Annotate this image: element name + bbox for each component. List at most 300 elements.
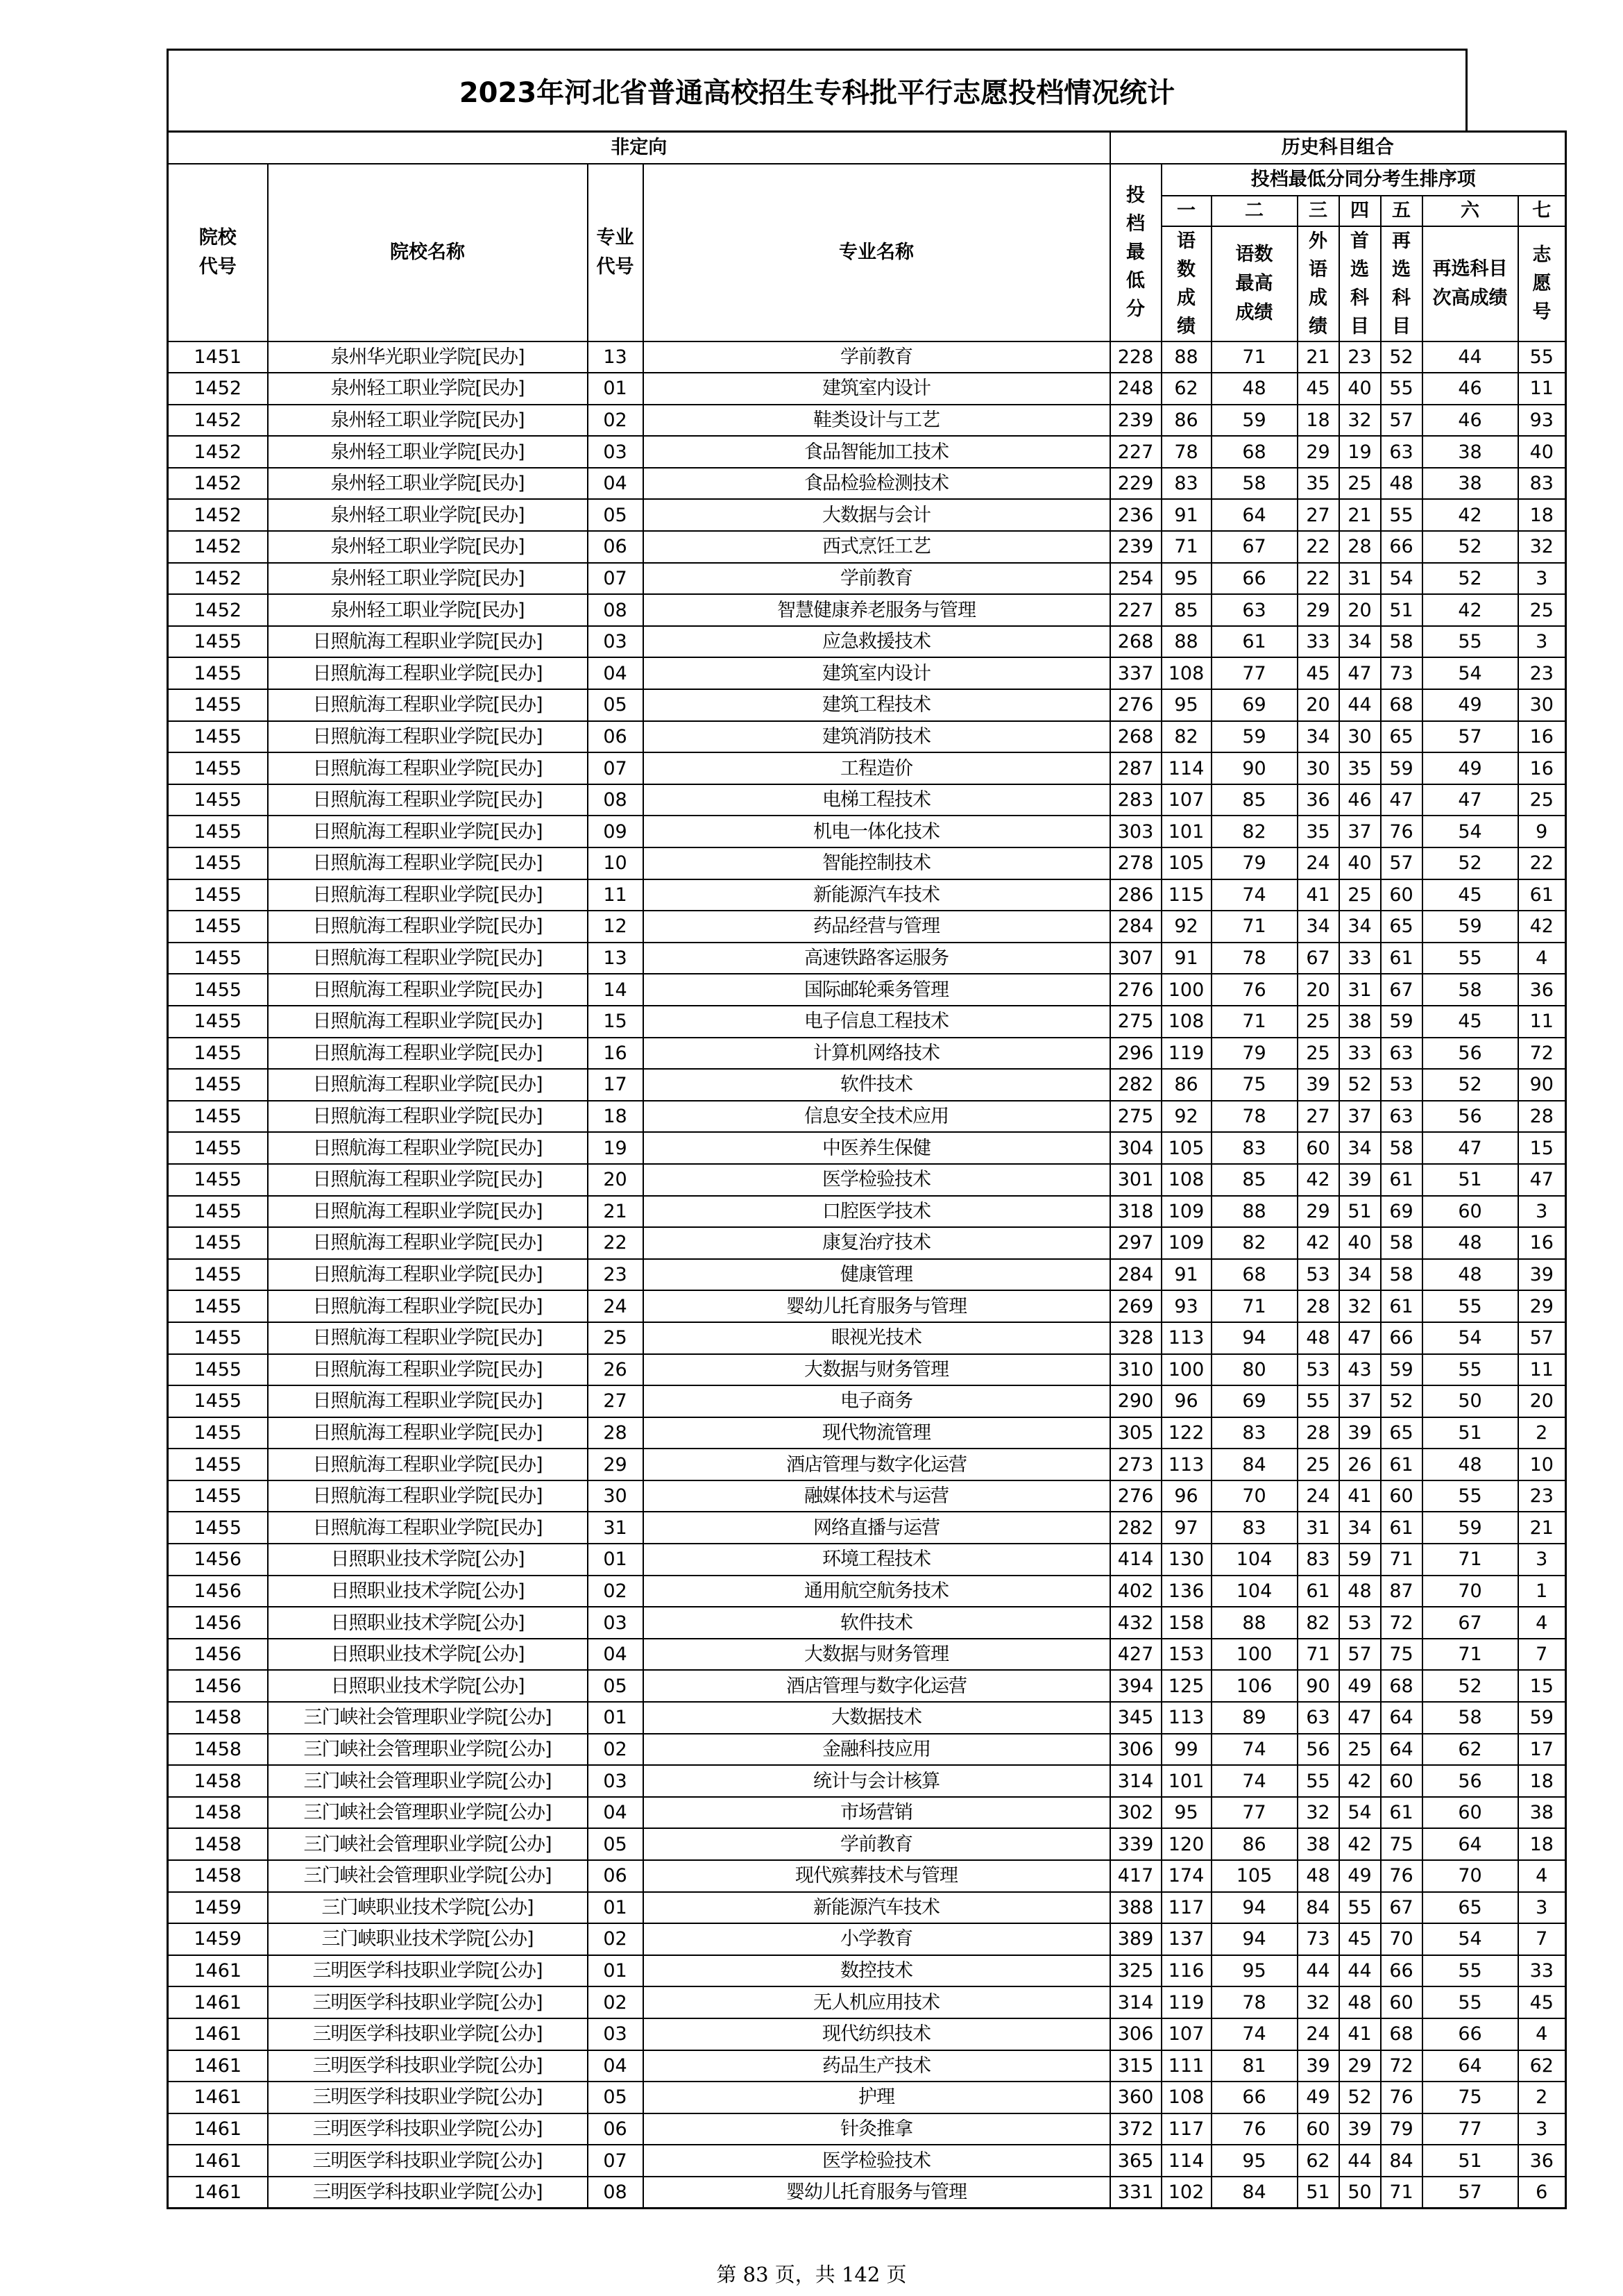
cell-school-code: 1455 xyxy=(168,1354,268,1386)
cell-school-code: 1452 xyxy=(168,373,268,405)
cell-school-code: 1461 xyxy=(168,2050,268,2082)
cell-school-name: 日照航海工程职业学院[民办] xyxy=(268,1417,588,1449)
cell-min-score: 276 xyxy=(1110,689,1162,721)
cell-score-second-subject: 66 xyxy=(1381,1955,1422,1987)
cell-score-yushu: 125 xyxy=(1162,1670,1212,1702)
header-rank-7: 七 xyxy=(1518,196,1566,226)
cell-score-second-subject-2nd: 57 xyxy=(1422,2177,1518,2209)
cell-wish-number: 72 xyxy=(1518,1038,1566,1070)
cell-score-foreign: 28 xyxy=(1298,1290,1339,1322)
cell-school-name: 日照航海工程职业学院[民办] xyxy=(268,1227,588,1259)
cell-wish-number: 23 xyxy=(1518,657,1566,689)
table-row xyxy=(168,1227,1566,1259)
cell-wish-number: 90 xyxy=(1518,1069,1566,1101)
cell-major-code: 17 xyxy=(588,1069,643,1101)
cell-min-score: 248 xyxy=(1110,373,1162,405)
cell-major-code: 08 xyxy=(588,784,643,816)
cell-score-foreign: 71 xyxy=(1298,1639,1339,1671)
cell-score-second-subject-2nd: 54 xyxy=(1422,657,1518,689)
cell-score-first-subject: 28 xyxy=(1339,531,1381,563)
table-row xyxy=(168,1639,1566,1671)
cell-score-foreign: 27 xyxy=(1298,1101,1339,1133)
header-sub-1: 语数成绩 xyxy=(1162,226,1212,341)
cell-school-code: 1458 xyxy=(168,1797,268,1829)
cell-school-name: 日照职业技术学院[公办] xyxy=(268,1544,588,1576)
cell-score-yushu-max: 86 xyxy=(1212,1828,1298,1860)
cell-school-name: 日照航海工程职业学院[民办] xyxy=(268,974,588,1006)
table-row xyxy=(168,373,1566,405)
cell-score-yushu-max: 81 xyxy=(1212,2050,1298,2082)
cell-score-yushu-max: 88 xyxy=(1212,1607,1298,1639)
cell-score-first-subject: 42 xyxy=(1339,1828,1381,1860)
cell-school-name: 日照航海工程职业学院[民办] xyxy=(268,1132,588,1164)
cell-score-first-subject: 34 xyxy=(1339,1512,1381,1544)
cell-wish-number: 33 xyxy=(1518,1955,1566,1987)
cell-min-score: 239 xyxy=(1110,405,1162,437)
cell-school-code: 1455 xyxy=(168,1069,268,1101)
cell-wish-number: 3 xyxy=(1518,563,1566,595)
cell-school-code: 1461 xyxy=(168,2177,268,2209)
cell-score-first-subject: 48 xyxy=(1339,1576,1381,1607)
table-row xyxy=(168,2113,1566,2145)
cell-score-yushu-max: 68 xyxy=(1212,1259,1298,1291)
cell-school-name: 三明医学科技职业学院[公办] xyxy=(268,2177,588,2209)
cell-school-name: 日照航海工程职业学院[民办] xyxy=(268,847,588,879)
cell-score-foreign: 36 xyxy=(1298,784,1339,816)
cell-score-yushu-max: 89 xyxy=(1212,1702,1298,1734)
cell-score-yushu-max: 58 xyxy=(1212,468,1298,500)
cell-score-foreign: 22 xyxy=(1298,563,1339,595)
table-row xyxy=(168,594,1566,626)
cell-major-code: 24 xyxy=(588,1290,643,1322)
cell-wish-number: 10 xyxy=(1518,1449,1566,1480)
table-row xyxy=(168,847,1566,879)
cell-score-second-subject: 73 xyxy=(1381,657,1422,689)
cell-min-score: 282 xyxy=(1110,1069,1162,1101)
header-sub-7: 志愿号 xyxy=(1518,226,1566,341)
cell-score-yushu: 92 xyxy=(1162,1101,1212,1133)
cell-major-code: 02 xyxy=(588,405,643,437)
table-row xyxy=(168,1828,1566,1860)
cell-score-second-subject-2nd: 46 xyxy=(1422,405,1518,437)
cell-school-name: 日照航海工程职业学院[民办] xyxy=(268,1385,588,1417)
cell-score-first-subject: 53 xyxy=(1339,1607,1381,1639)
cell-major-name: 高速铁路客运服务 xyxy=(643,943,1110,974)
cell-school-code: 1452 xyxy=(168,594,268,626)
cell-wish-number: 25 xyxy=(1518,784,1566,816)
cell-school-code: 1455 xyxy=(168,879,268,911)
cell-score-second-subject: 68 xyxy=(1381,2018,1422,2050)
cell-major-code: 01 xyxy=(588,1892,643,1924)
cell-score-second-subject: 59 xyxy=(1381,752,1422,784)
cell-major-code: 05 xyxy=(588,1670,643,1702)
cell-score-second-subject-2nd: 55 xyxy=(1422,1986,1518,2018)
cell-score-second-subject: 52 xyxy=(1381,341,1422,373)
cell-score-yushu-max: 79 xyxy=(1212,847,1298,879)
cell-major-code: 02 xyxy=(588,1576,643,1607)
table-row xyxy=(168,405,1566,437)
cell-score-yushu: 120 xyxy=(1162,1828,1212,1860)
cell-school-name: 泉州轻工职业学院[民办] xyxy=(268,531,588,563)
cell-major-name: 现代物流管理 xyxy=(643,1417,1110,1449)
cell-score-foreign: 18 xyxy=(1298,405,1339,437)
cell-major-name: 电子信息工程技术 xyxy=(643,1006,1110,1038)
cell-score-yushu-max: 66 xyxy=(1212,563,1298,595)
cell-wish-number: 25 xyxy=(1518,594,1566,626)
cell-min-score: 427 xyxy=(1110,1639,1162,1671)
table-row xyxy=(168,2050,1566,2082)
cell-school-name: 三门峡职业技术学院[公办] xyxy=(268,1892,588,1924)
cell-score-yushu: 101 xyxy=(1162,1765,1212,1797)
cell-wish-number: 22 xyxy=(1518,847,1566,879)
cell-score-second-subject: 52 xyxy=(1381,1385,1422,1417)
cell-score-foreign: 42 xyxy=(1298,1164,1339,1196)
cell-school-name: 三门峡社会管理职业学院[公办] xyxy=(268,1702,588,1734)
cell-score-foreign: 62 xyxy=(1298,2145,1339,2177)
cell-score-foreign: 90 xyxy=(1298,1670,1339,1702)
cell-wish-number: 16 xyxy=(1518,752,1566,784)
cell-score-second-subject: 60 xyxy=(1381,1765,1422,1797)
cell-major-code: 13 xyxy=(588,943,643,974)
cell-wish-number: 93 xyxy=(1518,405,1566,437)
cell-score-first-subject: 37 xyxy=(1339,816,1381,847)
cell-min-score: 283 xyxy=(1110,784,1162,816)
cell-score-yushu-max: 95 xyxy=(1212,1955,1298,1987)
cell-major-name: 新能源汽车技术 xyxy=(643,1892,1110,1924)
cell-wish-number: 3 xyxy=(1518,626,1566,658)
cell-score-second-subject: 84 xyxy=(1381,2145,1422,2177)
cell-score-first-subject: 37 xyxy=(1339,1101,1381,1133)
header-rank-4: 四 xyxy=(1339,196,1381,226)
header-sub-6: 再选科目次高成绩 xyxy=(1422,226,1518,341)
cell-score-yushu: 100 xyxy=(1162,974,1212,1006)
cell-score-yushu: 92 xyxy=(1162,911,1212,943)
cell-wish-number: 40 xyxy=(1518,436,1566,468)
cell-score-first-subject: 39 xyxy=(1339,2113,1381,2145)
cell-score-second-subject-2nd: 47 xyxy=(1422,1132,1518,1164)
cell-school-code: 1458 xyxy=(168,1734,268,1766)
cell-major-name: 食品智能加工技术 xyxy=(643,436,1110,468)
table-row xyxy=(168,689,1566,721)
cell-score-yushu-max: 66 xyxy=(1212,2082,1298,2113)
cell-score-yushu-max: 64 xyxy=(1212,499,1298,531)
cell-score-yushu-max: 70 xyxy=(1212,1480,1298,1512)
cell-major-code: 28 xyxy=(588,1417,643,1449)
cell-school-code: 1458 xyxy=(168,1860,268,1892)
cell-school-name: 日照航海工程职业学院[民办] xyxy=(268,1259,588,1291)
cell-score-yushu-max: 90 xyxy=(1212,752,1298,784)
cell-school-name: 日照航海工程职业学院[民办] xyxy=(268,1101,588,1133)
cell-score-second-subject: 75 xyxy=(1381,1639,1422,1671)
cell-score-foreign: 48 xyxy=(1298,1322,1339,1354)
cell-score-first-subject: 40 xyxy=(1339,847,1381,879)
header-right-group: 历史科目组合 xyxy=(1110,132,1566,164)
cell-wish-number: 55 xyxy=(1518,341,1566,373)
cell-major-code: 05 xyxy=(588,2082,643,2113)
cell-score-yushu-max: 83 xyxy=(1212,1417,1298,1449)
cell-score-second-subject: 64 xyxy=(1381,1734,1422,1766)
cell-score-first-subject: 49 xyxy=(1339,1860,1381,1892)
cell-min-score: 286 xyxy=(1110,879,1162,911)
cell-min-score: 314 xyxy=(1110,1986,1162,2018)
cell-score-second-subject-2nd: 49 xyxy=(1422,752,1518,784)
cell-score-second-subject: 63 xyxy=(1381,1101,1422,1133)
cell-score-yushu: 105 xyxy=(1162,1132,1212,1164)
cell-score-yushu-max: 104 xyxy=(1212,1544,1298,1576)
table-row xyxy=(168,943,1566,974)
cell-major-name: 大数据与会计 xyxy=(643,499,1110,531)
cell-min-score: 287 xyxy=(1110,752,1162,784)
cell-wish-number: 11 xyxy=(1518,373,1566,405)
cell-major-code: 06 xyxy=(588,1860,643,1892)
cell-school-code: 1455 xyxy=(168,626,268,658)
cell-score-yushu: 130 xyxy=(1162,1544,1212,1576)
cell-score-foreign: 29 xyxy=(1298,1196,1339,1228)
cell-min-score: 388 xyxy=(1110,1892,1162,1924)
table-row xyxy=(168,1734,1566,1766)
header-min-score: 投档最低分 xyxy=(1110,164,1162,341)
cell-score-second-subject-2nd: 64 xyxy=(1422,1828,1518,1860)
table-row xyxy=(168,1480,1566,1512)
cell-score-yushu-max: 85 xyxy=(1212,784,1298,816)
header-school-name: 院校名称 xyxy=(268,164,588,341)
cell-wish-number: 4 xyxy=(1518,1607,1566,1639)
cell-score-foreign: 31 xyxy=(1298,1512,1339,1544)
cell-score-first-subject: 34 xyxy=(1339,1259,1381,1291)
cell-score-foreign: 48 xyxy=(1298,1860,1339,1892)
cell-score-foreign: 53 xyxy=(1298,1354,1339,1386)
cell-min-score: 228 xyxy=(1110,341,1162,373)
cell-score-foreign: 32 xyxy=(1298,1797,1339,1829)
cell-major-name: 机电一体化技术 xyxy=(643,816,1110,847)
cell-score-yushu: 91 xyxy=(1162,943,1212,974)
cell-score-yushu: 88 xyxy=(1162,626,1212,658)
cell-school-code: 1456 xyxy=(168,1670,268,1702)
cell-score-first-subject: 25 xyxy=(1339,1734,1381,1766)
cell-wish-number: 61 xyxy=(1518,879,1566,911)
cell-score-foreign: 39 xyxy=(1298,2050,1339,2082)
cell-score-first-subject: 41 xyxy=(1339,1480,1381,1512)
cell-wish-number: 4 xyxy=(1518,1860,1566,1892)
cell-school-name: 日照航海工程职业学院[民办] xyxy=(268,1196,588,1228)
cell-score-second-subject: 76 xyxy=(1381,1860,1422,1892)
cell-score-foreign: 33 xyxy=(1298,626,1339,658)
cell-score-first-subject: 52 xyxy=(1339,2082,1381,2113)
cell-score-yushu-max: 71 xyxy=(1212,911,1298,943)
cell-wish-number: 7 xyxy=(1518,1639,1566,1671)
cell-score-second-subject-2nd: 71 xyxy=(1422,1639,1518,1671)
cell-score-yushu-max: 76 xyxy=(1212,974,1298,1006)
table-row xyxy=(168,499,1566,531)
cell-wish-number: 2 xyxy=(1518,2082,1566,2113)
cell-major-name: 大数据技术 xyxy=(643,1702,1110,1734)
cell-score-foreign: 55 xyxy=(1298,1765,1339,1797)
cell-major-code: 01 xyxy=(588,1702,643,1734)
cell-major-code: 26 xyxy=(588,1354,643,1386)
cell-major-name: 大数据与财务管理 xyxy=(643,1639,1110,1671)
table-row xyxy=(168,1797,1566,1829)
cell-wish-number: 36 xyxy=(1518,2145,1566,2177)
cell-min-score: 275 xyxy=(1110,1101,1162,1133)
cell-score-second-subject: 76 xyxy=(1381,816,1422,847)
cell-score-second-subject: 71 xyxy=(1381,2177,1422,2209)
cell-score-foreign: 20 xyxy=(1298,974,1339,1006)
cell-school-name: 三明医学科技职业学院[公办] xyxy=(268,2018,588,2050)
cell-school-name: 日照航海工程职业学院[民办] xyxy=(268,1480,588,1512)
table-row xyxy=(168,563,1566,595)
cell-score-second-subject: 55 xyxy=(1381,499,1422,531)
cell-score-yushu-max: 63 xyxy=(1212,594,1298,626)
cell-major-name: 医学检验技术 xyxy=(643,1164,1110,1196)
cell-wish-number: 3 xyxy=(1518,1544,1566,1576)
cell-score-yushu: 117 xyxy=(1162,1892,1212,1924)
cell-school-code: 1461 xyxy=(168,1955,268,1987)
cell-score-foreign: 25 xyxy=(1298,1449,1339,1480)
cell-score-yushu: 113 xyxy=(1162,1449,1212,1480)
cell-school-name: 泉州华光职业学院[民办] xyxy=(268,341,588,373)
cell-major-code: 07 xyxy=(588,2145,643,2177)
cell-min-score: 325 xyxy=(1110,1955,1162,1987)
cell-major-name: 药品经营与管理 xyxy=(643,911,1110,943)
cell-score-yushu: 95 xyxy=(1162,1797,1212,1829)
cell-school-name: 日照航海工程职业学院[民办] xyxy=(268,752,588,784)
cell-wish-number: 83 xyxy=(1518,468,1566,500)
cell-major-name: 智能控制技术 xyxy=(643,847,1110,879)
cell-score-foreign: 73 xyxy=(1298,1923,1339,1955)
cell-score-yushu-max: 69 xyxy=(1212,1385,1298,1417)
cell-major-code: 06 xyxy=(588,721,643,753)
cell-major-code: 09 xyxy=(588,816,643,847)
cell-min-score: 239 xyxy=(1110,531,1162,563)
cell-score-second-subject-2nd: 70 xyxy=(1422,1860,1518,1892)
cell-school-name: 日照航海工程职业学院[民办] xyxy=(268,1290,588,1322)
cell-major-code: 06 xyxy=(588,531,643,563)
cell-score-yushu-max: 100 xyxy=(1212,1639,1298,1671)
cell-score-second-subject: 60 xyxy=(1381,1480,1422,1512)
header-sub-2: 语数最高成绩 xyxy=(1212,226,1298,341)
cell-major-code: 12 xyxy=(588,911,643,943)
cell-school-name: 三明医学科技职业学院[公办] xyxy=(268,2050,588,2082)
cell-score-yushu: 62 xyxy=(1162,373,1212,405)
cell-school-code: 1455 xyxy=(168,1385,268,1417)
cell-score-second-subject-2nd: 52 xyxy=(1422,847,1518,879)
cell-major-name: 学前教育 xyxy=(643,563,1110,595)
cell-score-yushu-max: 74 xyxy=(1212,2018,1298,2050)
cell-min-score: 268 xyxy=(1110,626,1162,658)
cell-major-name: 软件技术 xyxy=(643,1607,1110,1639)
cell-score-second-subject-2nd: 56 xyxy=(1422,1101,1518,1133)
cell-score-second-subject: 68 xyxy=(1381,689,1422,721)
cell-score-first-subject: 54 xyxy=(1339,1797,1381,1829)
cell-school-code: 1455 xyxy=(168,911,268,943)
cell-score-second-subject: 55 xyxy=(1381,373,1422,405)
cell-score-second-subject-2nd: 62 xyxy=(1422,1734,1518,1766)
cell-major-code: 20 xyxy=(588,1164,643,1196)
cell-score-yushu-max: 95 xyxy=(1212,2145,1298,2177)
cell-major-name: 学前教育 xyxy=(643,341,1110,373)
cell-wish-number: 38 xyxy=(1518,1797,1566,1829)
cell-school-code: 1455 xyxy=(168,721,268,753)
cell-score-first-subject: 50 xyxy=(1339,2177,1381,2209)
cell-score-yushu: 71 xyxy=(1162,531,1212,563)
cell-score-foreign: 35 xyxy=(1298,468,1339,500)
cell-min-score: 365 xyxy=(1110,2145,1162,2177)
cell-major-name: 统计与会计核算 xyxy=(643,1765,1110,1797)
cell-major-name: 护理 xyxy=(643,2082,1110,2113)
cell-score-second-subject: 61 xyxy=(1381,1797,1422,1829)
header-left-group: 非定向 xyxy=(168,132,1110,164)
cell-score-yushu-max: 94 xyxy=(1212,1923,1298,1955)
cell-major-name: 新能源汽车技术 xyxy=(643,879,1110,911)
cell-score-second-subject: 87 xyxy=(1381,1576,1422,1607)
cell-score-foreign: 24 xyxy=(1298,847,1339,879)
cell-school-code: 1455 xyxy=(168,689,268,721)
cell-school-name: 三门峡职业技术学院[公办] xyxy=(268,1923,588,1955)
cell-score-yushu-max: 77 xyxy=(1212,657,1298,689)
cell-wish-number: 15 xyxy=(1518,1670,1566,1702)
cell-major-code: 05 xyxy=(588,1828,643,1860)
cell-score-second-subject: 66 xyxy=(1381,1322,1422,1354)
cell-score-yushu-max: 78 xyxy=(1212,943,1298,974)
cell-min-score: 314 xyxy=(1110,1765,1162,1797)
cell-major-code: 07 xyxy=(588,563,643,595)
cell-min-score: 284 xyxy=(1110,1259,1162,1291)
cell-score-foreign: 20 xyxy=(1298,689,1339,721)
cell-major-name: 金融科技应用 xyxy=(643,1734,1110,1766)
cell-major-name: 现代纺织技术 xyxy=(643,2018,1110,2050)
cell-score-yushu: 108 xyxy=(1162,657,1212,689)
cell-score-second-subject-2nd: 51 xyxy=(1422,1164,1518,1196)
cell-score-second-subject: 59 xyxy=(1381,1006,1422,1038)
cell-wish-number: 30 xyxy=(1518,689,1566,721)
cell-score-second-subject-2nd: 60 xyxy=(1422,1196,1518,1228)
cell-score-yushu: 174 xyxy=(1162,1860,1212,1892)
cell-school-code: 1459 xyxy=(168,1892,268,1924)
cell-score-yushu-max: 80 xyxy=(1212,1354,1298,1386)
cell-score-second-subject: 48 xyxy=(1381,468,1422,500)
cell-score-second-subject-2nd: 60 xyxy=(1422,1797,1518,1829)
table-row xyxy=(168,784,1566,816)
cell-score-first-subject: 32 xyxy=(1339,405,1381,437)
cell-score-second-subject: 75 xyxy=(1381,1828,1422,1860)
cell-score-second-subject: 72 xyxy=(1381,1607,1422,1639)
cell-school-name: 日照航海工程职业学院[民办] xyxy=(268,879,588,911)
cell-score-second-subject-2nd: 58 xyxy=(1422,974,1518,1006)
cell-score-first-subject: 39 xyxy=(1339,1417,1381,1449)
cell-score-foreign: 53 xyxy=(1298,1259,1339,1291)
cell-score-second-subject-2nd: 51 xyxy=(1422,2145,1518,2177)
cell-major-code: 03 xyxy=(588,2018,643,2050)
admission-table-sheet xyxy=(167,49,1554,2209)
cell-min-score: 372 xyxy=(1110,2113,1162,2145)
cell-score-foreign: 44 xyxy=(1298,1955,1339,1987)
cell-school-code: 1455 xyxy=(168,752,268,784)
table-row xyxy=(168,1923,1566,1955)
cell-score-second-subject-2nd: 59 xyxy=(1422,911,1518,943)
cell-score-foreign: 82 xyxy=(1298,1607,1339,1639)
cell-school-name: 日照航海工程职业学院[民办] xyxy=(268,1449,588,1480)
table-row xyxy=(168,468,1566,500)
cell-major-name: 鞋类设计与工艺 xyxy=(643,405,1110,437)
cell-school-name: 日照职业技术学院[公办] xyxy=(268,1576,588,1607)
cell-major-name: 信息安全技术应用 xyxy=(643,1101,1110,1133)
cell-school-name: 泉州轻工职业学院[民办] xyxy=(268,436,588,468)
cell-school-code: 1452 xyxy=(168,531,268,563)
cell-score-yushu-max: 94 xyxy=(1212,1322,1298,1354)
cell-score-yushu-max: 69 xyxy=(1212,689,1298,721)
cell-major-code: 19 xyxy=(588,1132,643,1164)
cell-score-foreign: 39 xyxy=(1298,1069,1339,1101)
